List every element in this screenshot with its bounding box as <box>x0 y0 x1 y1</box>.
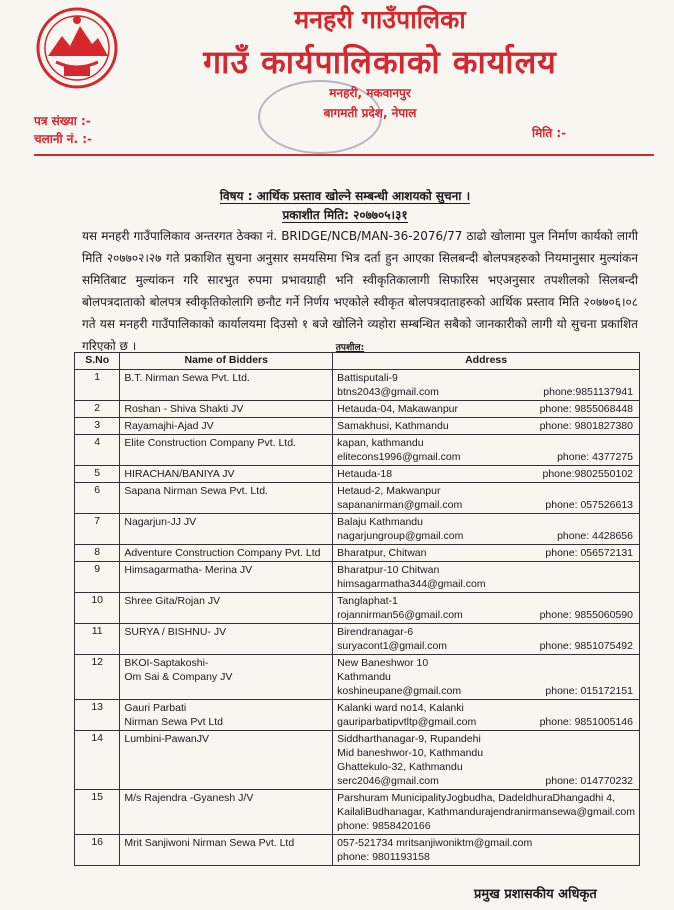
cell-bidder-name <box>120 562 333 593</box>
address-text: sapananirman@gmail.com <box>337 499 463 511</box>
location-line-2: बागमती प्रदेश, नेपाल <box>323 106 417 120</box>
address-line <box>337 819 635 833</box>
cell-bidder-name <box>120 466 333 483</box>
phone-number: phone: 9851075492 <box>539 640 633 652</box>
table-row <box>75 700 640 731</box>
address-line <box>337 746 635 760</box>
address-line <box>337 836 635 850</box>
address-line <box>337 684 635 698</box>
address-line <box>337 656 635 670</box>
published-date-text: प्रकाशीत मिति: २०७७०५।३१ <box>282 208 408 222</box>
address-text: Bharatpur, Chitwan <box>337 547 427 559</box>
cell-sno: 6 <box>75 483 120 514</box>
address-line <box>337 625 635 639</box>
cell-address <box>333 790 640 835</box>
cell-bidder-name <box>120 370 333 401</box>
cell-address <box>333 483 640 514</box>
phone-number: phone: 056572131 <box>545 547 633 559</box>
ref-no-label: पत्र संख्या :- <box>34 114 91 128</box>
address-line <box>337 608 635 622</box>
address-line <box>337 529 635 543</box>
address-line <box>337 701 635 715</box>
address-line <box>337 850 635 864</box>
bidder-name-line: Mrit Sanjiwoni Nirman Sewa Pvt. Ltd <box>124 837 295 849</box>
cell-sno: 3 <box>75 418 120 435</box>
address-text: Ghattekulo-32, Kathmandu <box>337 761 463 773</box>
address-text: koshineupane@gmail.com <box>337 685 462 697</box>
address-line <box>337 419 635 433</box>
address-text: Samakhusi, Kathmandu <box>337 420 449 432</box>
cell-sno: 9 <box>75 562 120 593</box>
address-text: rojannirman56@gmail.com <box>337 609 463 621</box>
address-text: Balaju Kathmandu <box>337 516 423 528</box>
cell-bidder-name <box>120 624 333 655</box>
bidder-name-line: Adventure Construction Company Pvt. Ltd <box>124 547 321 559</box>
address-text: Tanglaphat-1 <box>337 595 398 607</box>
address-text: Siddharthanagar-9, Rupandehi <box>337 733 481 745</box>
cell-sno: 1 <box>75 370 120 401</box>
date-label: मिति :- <box>532 126 567 140</box>
list-heading: तपशील: <box>335 343 365 353</box>
address-text: btns2043@gmail.com <box>337 386 439 398</box>
table-row <box>75 483 640 514</box>
address-line <box>337 402 635 416</box>
bidder-name-line: Rayamajhi-Ajad JV <box>124 420 214 432</box>
header-divider <box>34 154 654 156</box>
header-name: Name of Bidders <box>120 353 333 370</box>
address-line <box>337 546 635 560</box>
bidder-name-line: Gauri Parbati <box>124 702 187 714</box>
bidder-name-line: Sapana Nirman Sewa Pvt. Ltd. <box>124 485 268 497</box>
phone-number: phone: 9855068448 <box>539 403 633 415</box>
address-line <box>337 594 635 608</box>
cell-address <box>333 655 640 700</box>
address-text: 057-521734 mritsanjiwoniktm@gmail.com <box>337 837 533 849</box>
address-line <box>337 774 635 788</box>
address-text: Parshuram MunicipalityJogbudha, DadeldhuraDhangadhi 4, <box>337 792 616 804</box>
notice-subject-text: विषय : आर्थिक प्रस्ताव खोल्ने सम्बन्धी आशयको सुचना । <box>219 189 471 203</box>
table-row <box>75 790 640 835</box>
address-text: Bharatpur-10 Chitwan <box>337 564 440 576</box>
address-line <box>337 791 635 805</box>
cell-address <box>333 466 640 483</box>
table-row <box>75 545 640 562</box>
address-line <box>337 732 635 746</box>
cell-bidder-name <box>120 545 333 562</box>
cell-address <box>333 562 640 593</box>
address-line <box>337 450 635 464</box>
cell-bidder-name <box>120 790 333 835</box>
cell-bidder-name <box>120 418 333 435</box>
bidder-name-line: HIRACHAN/BANIYA JV <box>124 468 235 480</box>
cell-bidder-name <box>120 731 333 790</box>
cell-bidder-name <box>120 593 333 624</box>
address-line <box>337 639 635 653</box>
bidder-name-line: Nagarjun-JJ JV <box>124 516 197 528</box>
bidder-name-line: Himsagarmatha- Merina JV <box>124 564 253 576</box>
table-row <box>75 562 640 593</box>
phone-number: phone: 9855060590 <box>539 609 633 621</box>
address-line <box>337 484 635 498</box>
bidder-name-line: Roshan - Shiva Shakti JV <box>124 403 244 415</box>
notice-body: यस मनहरी गाउँपालिकाव अन्तरगत ठेक्का नं. BRIDGE/NCB/MAN-36-2076/77 ठाढो खोलामा पुल निर्माण कार्यको लागी मिति २०७७०२।२७ गते प्रकाशित सुचना अनुसार समयसिमा भित्र दर्ता हुन आएका सिलबन्दी बोलपत्रहरुको नियमानुसार मुल्यांकन समितिबाट मुल्यांकन गरि सारभुत रुपमा प्रभावग्राही भनि स्वीकृतिकालागी सिफारिस भएअनुसार तपशीलको सिलबन्दी बोलपत्रदाताको बोलपत्र स्वीकृतिकोलागि छनौट गर्ने निर्णय भएकोले स्वीकृत बोलपत्रदाताहरुको आर्थिक प्रस्ताव मिति २०७७०६।०८ गते यस मनहरी गाउँपालिकाको कार्यालयमा दिउसो १ बजे खोलिने व्यहोरा सम्बन्धित सबैको जानकारीको लागी यो सुचना प्रकाशित गरिएको छ । <box>82 229 638 353</box>
address-line <box>337 498 635 512</box>
address-text: Hetaud-2, Makwanpur <box>337 485 441 497</box>
table-row <box>75 624 640 655</box>
bidders-table <box>74 352 640 866</box>
address-text: nagarjungroup@gmail.com <box>337 530 464 542</box>
cell-bidder-name <box>120 435 333 466</box>
cell-sno: 11 <box>75 624 120 655</box>
phone-number: phone: 9801827380 <box>539 420 633 432</box>
table-row <box>75 401 640 418</box>
bidder-name-line: M/s Rajendra -Gyanesh J/V <box>124 792 254 804</box>
cell-bidder-name <box>120 514 333 545</box>
table-row <box>75 593 640 624</box>
bidder-name-line: BKOI-Saptakoshi- <box>124 657 209 669</box>
address-line <box>337 436 635 450</box>
cell-address <box>333 835 640 866</box>
phone-number: phone: 014770232 <box>545 775 633 787</box>
header-address: Address <box>333 353 640 370</box>
address-text: Hetauda-18 <box>337 468 393 480</box>
cell-address <box>333 593 640 624</box>
address-line <box>337 515 635 529</box>
table-row <box>75 655 640 700</box>
cell-sno: 10 <box>75 593 120 624</box>
table-row <box>75 435 640 466</box>
office-name: गाउँ कार्यपालिकाको कार्यालय <box>203 43 557 81</box>
table-row <box>75 466 640 483</box>
cell-sno: 14 <box>75 731 120 790</box>
cell-bidder-name <box>120 835 333 866</box>
published-date <box>180 206 510 223</box>
table-row <box>75 835 640 866</box>
address-line <box>337 670 635 684</box>
cell-address <box>333 514 640 545</box>
cell-address <box>333 418 640 435</box>
cell-sno: 7 <box>75 514 120 545</box>
address-line <box>337 467 635 481</box>
cell-sno: 2 <box>75 401 120 418</box>
cell-address <box>333 545 640 562</box>
cell-bidder-name <box>120 401 333 418</box>
cell-sno: 12 <box>75 655 120 700</box>
address-text: Mid baneshwor-10, Kathmandu <box>337 747 484 759</box>
nepal-emblem-icon <box>34 6 120 90</box>
bidder-name-line: Lumbini-PawanJV <box>124 733 210 745</box>
bidder-name-line: Shree Gita/Rojan JV <box>124 595 221 607</box>
table-row <box>75 370 640 401</box>
cell-address <box>333 624 640 655</box>
address-text: New Baneshwor 10 <box>337 657 429 669</box>
address-text: serc2046@gmail.com <box>337 775 439 787</box>
cell-sno: 16 <box>75 835 120 866</box>
cell-address <box>333 731 640 790</box>
address-line <box>337 563 635 577</box>
cell-bidder-name <box>120 655 333 700</box>
table-row <box>75 731 640 790</box>
cell-sno: 5 <box>75 466 120 483</box>
cell-address <box>333 370 640 401</box>
cell-sno: 4 <box>75 435 120 466</box>
address-text: elitecons1996@gmail.com <box>337 451 461 463</box>
table-row <box>75 514 640 545</box>
address-line <box>337 805 635 819</box>
address-text: Battisputali-9 <box>337 372 398 384</box>
address-text: Kathmandu <box>337 671 391 683</box>
notice-subject <box>180 187 510 204</box>
table-header-row <box>75 353 640 370</box>
phone-number: phone: 9851005146 <box>539 716 633 728</box>
address-text: kapan, kathmandu <box>337 437 424 449</box>
address-line <box>337 371 635 385</box>
phone-number: phone: 4428656 <box>557 530 633 542</box>
table-row <box>75 418 640 435</box>
cell-address <box>333 700 640 731</box>
bidder-name-line: B.T. Nirman Sewa Pvt. Ltd. <box>124 372 250 384</box>
address-text: phone: 9801193158 <box>337 851 430 863</box>
address-text: KailaliBudhanagar, Kathmandurajendranirmansewa@gmail.com <box>337 806 635 818</box>
address-line <box>337 760 635 774</box>
cell-bidder-name <box>120 483 333 514</box>
bidder-name-line: Nirman Sewa Pvt Ltd <box>124 716 223 728</box>
location-line-1: मनहरी, मकवानपुर <box>329 86 411 100</box>
phone-number: phone: 057526613 <box>545 499 633 511</box>
phone-number: phone: 4377275 <box>557 451 633 463</box>
address-text: gauriparbatipvtltp@gmail.com <box>337 716 477 728</box>
address-text: suryacont1@gmail.com <box>337 640 448 652</box>
address-text: Hetauda-04, Makawanpur <box>337 403 458 415</box>
municipality-name: मनहरी गाउँपालिका <box>294 5 466 34</box>
address-text: phone: 9858420166 <box>337 820 431 832</box>
address-line <box>337 577 635 591</box>
cell-address <box>333 401 640 418</box>
dispatch-no-label: चलानी नं. :- <box>34 132 92 146</box>
phone-number: phone: 015172151 <box>545 685 633 697</box>
address-text: Kalanki ward no14, Kalanki <box>337 702 464 714</box>
address-line <box>337 385 635 399</box>
cell-sno: 15 <box>75 790 120 835</box>
cell-sno: 8 <box>75 545 120 562</box>
bidder-name-line: Om Sai & Company JV <box>124 671 233 683</box>
bidder-name-line: Elite Construction Company Pvt. Ltd. <box>124 437 296 449</box>
address-text: himsagarmatha344@gmail.com <box>337 578 486 590</box>
address-line <box>337 715 635 729</box>
address-text: Birendranagar-6 <box>337 626 414 638</box>
cell-bidder-name <box>120 700 333 731</box>
header-sno: S.No <box>75 353 120 370</box>
bidder-name-line: SURYA / BISHNU- JV <box>124 626 227 638</box>
phone-number: phone:9851137941 <box>543 386 633 398</box>
phone-number: phone:9802550102 <box>542 468 633 480</box>
signature-title: प्रमुख प्रशासकीय अधिकृत <box>474 887 597 902</box>
cell-address <box>333 435 640 466</box>
cell-sno: 13 <box>75 700 120 731</box>
